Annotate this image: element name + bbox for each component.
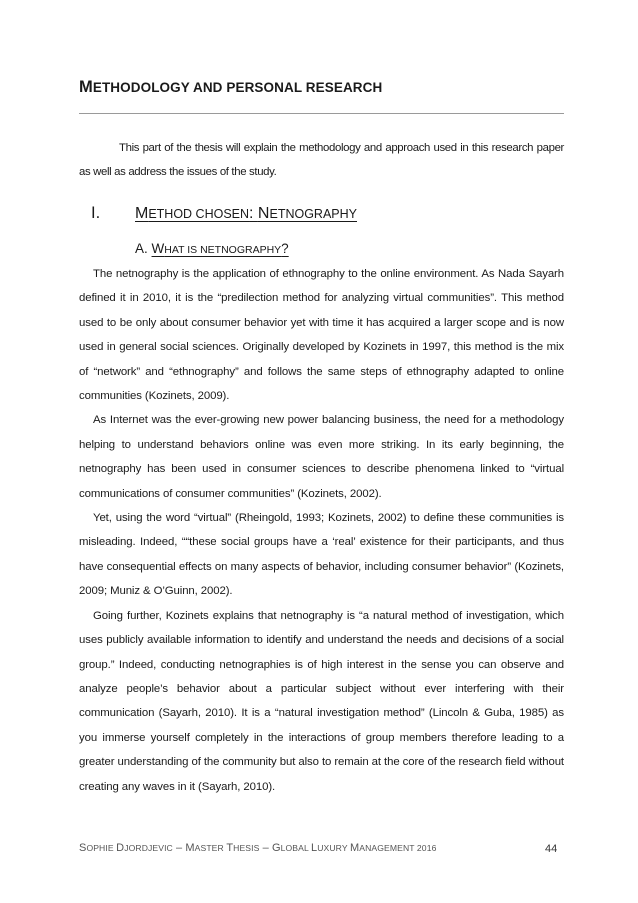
page-number: 44 <box>545 843 558 855</box>
body-paragraph: Going further, Kozinets explains that netnography is “a natural method of investigation, which uses publicly available information to identify and understand the needs and decisions of a social group.” Indeed, conducting netnographies is of high interest in the sense you can observe and analyze people’s behavior about a particular subject without ever interfering with their communication (Sayarh, 2010). It is a “natural investigation method” (Lincoln & Guba, 1985) as you immerse yourself completely in the interactions of group members therefore leading to a greater understanding of the community but also to remain at the core of the research field without creating any waves in it (Sayarh, 2010). <box>79 609 564 793</box>
body-text <box>79 262 564 799</box>
chapter-title: METHODOLOGY AND PERSONAL RESEARCH <box>79 78 383 96</box>
subsection-heading-a <box>135 241 289 256</box>
subsection-number: A. <box>135 241 148 256</box>
intro-paragraph: This part of the thesis will explain the methodology and approach used in this research paper as well as address the issues of the study. <box>79 142 564 179</box>
body-paragraph: The netnography is the application of ethnography to the online environment. As Nada Sayarh defined it in 2010, it is the “predilection method for analyzing virtual communities”. This method used to be only about consumer behavior yet with time it has acquired a larger scope and is now used in general social sciences. Originally developed by Kozinets in 1997, this method is the mix of “network” and “ethnography” and follows the same steps of ethnography adapted to online communities (Kozinets, 2009). <box>79 268 564 403</box>
page-footer: SOPHIE DJORDJEVIC – MASTER THESIS – GLOBAL LUXURY MANAGEMENT 2016 <box>79 842 437 854</box>
section-heading-1 <box>91 204 357 223</box>
subsection-title: WHAT IS NETNOGRAPHY? <box>151 241 289 256</box>
section-number: I. <box>91 204 101 222</box>
body-paragraph: Yet, using the word “virtual” (Rheingold, 1993; Kozinets, 2002) to define these communities is misleading. Indeed, ““these social groups have a ‘real’ existence for their participants, and thus have consequential effects on many aspects of behavior, including consumer behavior” (Kozinets, 2009; Muniz & O’Guinn, 2002). <box>79 512 564 598</box>
section-title: METHOD CHOSEN: NETNOGRAPHY <box>135 205 357 222</box>
body-paragraph: As Internet was the ever-growing new power balancing business, the need for a methodology helping to understand behaviors online was even more striking. In its early beginning, the netnography has been used in consumer sciences to describe phenomena linked to “virtual communications of consumer communities” (Kozinets, 2002). <box>79 414 564 500</box>
title-divider <box>79 113 564 114</box>
